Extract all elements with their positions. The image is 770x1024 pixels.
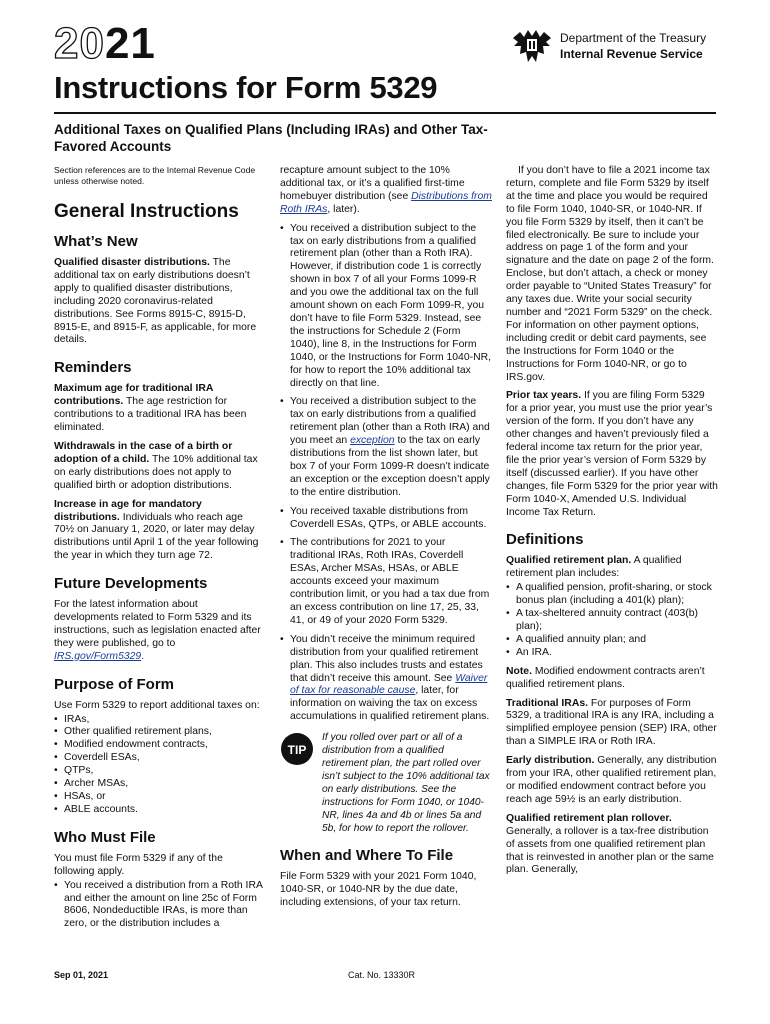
purpose-heading: Purpose of Form: [54, 675, 175, 693]
footer-catalog-number: Cat. No. 13330R: [348, 970, 416, 980]
distributions-roth-link[interactable]: Distributions from Roth IRAs: [280, 190, 492, 215]
list-item: • A qualified annuity plan; and: [506, 634, 718, 647]
tax-year: [54, 19, 156, 68]
list-item: • Coverdell ESAs,: [54, 752, 264, 765]
list-item: • Modified endowment contracts,: [54, 739, 264, 752]
qualified-plan-paragraph: Qualified retirement plan. A qualified retirement plan includes:: [506, 555, 682, 580]
general-instructions-heading: General Instructions: [54, 201, 239, 222]
list-item: • You didn’t receive the minimum required distribution from your qualified retirement plan. This also includes trusts and estates that didn’t receive this amount. See Waiver of tax for reasonable cause, later, for information on waiving the tax on excess accumulations in qualified retirement plans.: [280, 634, 492, 724]
column-3: [506, 165, 718, 883]
list-item: • Other qualified retirement plans,: [54, 726, 264, 739]
list-item: • IRAs,: [54, 714, 264, 727]
list-item: • QTPs,: [54, 765, 264, 778]
exception-link[interactable]: exception: [350, 435, 395, 447]
footer-date: Sep 01, 2021: [54, 970, 109, 980]
who-must-file-heading: Who Must File: [54, 828, 156, 846]
purpose-paragraph: Use Form 5329 to report additional taxes on:: [54, 699, 260, 711]
section-references-note: Section references are to the Internal Revenue Code unless otherwise noted.: [54, 165, 256, 186]
tip-label: TIP: [287, 743, 307, 758]
traditional-ira-paragraph: Traditional IRAs. For purposes of Form 5329, a traditional IRA is any IRA, including a simplified employee pension (SEP) IRA, other than a SIMPLE IRA or Roth IRA.: [506, 697, 717, 748]
agency-department: Department of the Treasury: [560, 31, 707, 45]
whats-new-heading: What’s New: [54, 233, 138, 250]
tip-box: [280, 732, 492, 835]
waiver-link[interactable]: Waiver of tax for reasonable cause: [290, 672, 488, 697]
rollover-paragraph: Qualified retirement plan rollover. Generally, a rollover is a tax-free distribution of assets from one qualified retirement plan that is reinvested in another plan or the same plan. Generally,: [506, 812, 714, 876]
list-item: • You received a distribution subject to the tax on early distributions from a qualified retirement plan (other than a Roth IRA) and you meet an exception to the tax on early distributions from the list shown later, but box 7 of your Form 1099-R doesn’t indicate an exception or the exception doesn’t apply to the entire distribution.: [280, 396, 492, 499]
list-item: • A tax-sheltered annuity contract (403(b) plan);: [506, 608, 718, 634]
early-distribution-paragraph: Early distribution. Generally, any distribution from your IRA, other qualified retirement plan, or modified endowment contract before you reach age 59½ is an early distribution.: [506, 755, 717, 805]
title-rule: [54, 112, 716, 114]
increase-age-paragraph: Increase in age for mandatory distributions. Individuals who reach age 70½ on January 1, 2020, or later may delay distributions until April 1 of the year following the year in which they turn age 72.: [54, 498, 259, 562]
list-item: • You received a distribution subject to the tax on early distributions from a qualified retirement plan (other than a Roth IRA). However, if distribution code 1 is correctly shown in box 7 of all your Forms 1099-R and you owe the additional tax on the full amount shown on each Form 1099-R, you don’t have to file Form 5329. Instead, see the instructions for Schedule 2 (Form 1040), line 8, in the Instructions for Form 1040, or the Instructions for Form 1040-NR, for how to report the 10% additional tax directly on that line.: [280, 223, 492, 391]
qualified-plan-list: [506, 582, 718, 659]
file-by-itself-paragraph: If you don’t have to file a 2021 income tax return, complete and file Form 5329 by itself at the time and place you would be required to file Form 1040, 1040-SR, or 1040-NR. If you file Form 5329 by itself, then it can’t be filed electronically. Be sure to include your address on page 1 of the form and your signature and the date on page 2 of the form. Enclose, but don’t attach, a check or money order payable to “United States Treasury” for any taxes due. Write your social security number and “2021 Form 5329” on the check. For information on other payment options, including credit or debit card payments, see the Instructions for Form 1040 or the Instructions for Form 1040-NR, or go to IRS.gov.: [506, 165, 714, 383]
list-item: • A qualified pension, profit-sharing, or stock bonus plan (including a 401(k) plan);: [506, 582, 718, 608]
disaster-paragraph: Qualified disaster distributions. The additional tax on early distributions doesn’t apply to qualified disaster distributions, including 2020 coronavirus-related distributions. See Forms 8915-C, 8915-D, 8915-E, and 8915-F, as applicable, for more details.: [54, 257, 257, 346]
future-developments-heading: Future Developments: [54, 575, 208, 593]
prior-years-paragraph: Prior tax years. If you are filing Form 5329 for a prior year, you must use the prior year’s version of the form. If you don’t have any other changes and haven’t previously filed a federal income tax return for the prior year, file the prior year’s version of Form 5329 by itself (discussed earlier). If you have other changes, file Form 5329 for the prior year with Form 1040-X, Amended U.S. Individual Income Tax Return.: [506, 390, 718, 518]
agency-irs: Internal Revenue Service: [560, 47, 703, 61]
note-paragraph: Note. Modified endowment contracts aren’t qualified retirement plans.: [506, 665, 705, 690]
withdrawals-paragraph: Withdrawals in the case of a birth or adoption of a child. The 10% additional tax on early distributions does not apply to qualified birth or adoption distributions.: [54, 440, 258, 491]
future-developments-paragraph: For the latest information about developments related to Form 5329 and its instructions, such as legislation enacted after they were published, go to IRS.gov/Form5329.: [54, 599, 261, 662]
list-item: • You received taxable distributions from Coverdell ESAs, QTPs, or ABLE accounts.: [280, 506, 492, 532]
who-must-file-paragraph: You must file Form 5329 if any of the following apply.: [54, 852, 223, 877]
tip-text: If you rolled over part or all of a distribution from a qualified retirement plan, the part rolled over isn’t subject to the 10% additional tax on early distributions. See the instructions for Form 1040, or 1040-NR, lines 4a and 4b or lines 5a and 5b, for how to report the rollover.: [322, 732, 490, 834]
list-item: • HSAs, or: [54, 791, 264, 804]
irs-eagle-logo-icon: [510, 24, 554, 68]
agency-block: [560, 30, 706, 62]
column-1: [54, 165, 264, 937]
document-subtitle: Additional Taxes on Qualified Plans (Including IRAs) and Other Tax-Favored Accounts: [54, 122, 488, 154]
when-where-paragraph: File Form 5329 with your 2021 Form 1040, 1040-SR, or 1040-NR by the due date, including extensions, of your tax return.: [280, 871, 477, 909]
list-item: • ABLE accounts.: [54, 804, 264, 817]
roth-continuation: recapture amount subject to the 10% additional tax, or it’s a qualified first-time homebuyer distribution (see Distributions from Roth IRAs, later).: [280, 165, 492, 215]
year-light: 20: [54, 19, 105, 68]
max-age-paragraph: Maximum age for traditional IRA contributions. The age restriction for contributions to a traditional IRA has been eliminated.: [54, 383, 247, 434]
list-item: • The contributions for 2021 to your traditional IRAs, Roth IRAs, Coverdell ESAs, Archer MSAs, HSAs, or ABLE accounts exceed your maximum contribution limit, or you had a tax due from an excess contribution on line 17, 25, 33, 41, or 49 of your 2020 Form 5329.: [280, 537, 492, 627]
year-bold: 21: [104, 19, 156, 68]
list-item: • You received a distribution from a Roth IRA and either the amount on line 25c of Form 8606, Nondeductible IRAs, is more than zero, or the distribution includes a: [54, 880, 264, 932]
column-2: [280, 165, 492, 916]
when-where-heading: When and Where To File: [280, 847, 454, 865]
tip-icon: [280, 732, 314, 766]
reminders-heading: Reminders: [54, 359, 132, 377]
irs-form5329-link[interactable]: IRS.gov/Form5329: [54, 650, 142, 662]
document-title: Instructions for Form 5329: [54, 70, 438, 105]
list-item: • An IRA.: [506, 647, 718, 660]
definitions-heading: Definitions: [506, 531, 584, 549]
list-item: • Archer MSAs,: [54, 778, 264, 791]
purpose-list: [54, 714, 264, 817]
